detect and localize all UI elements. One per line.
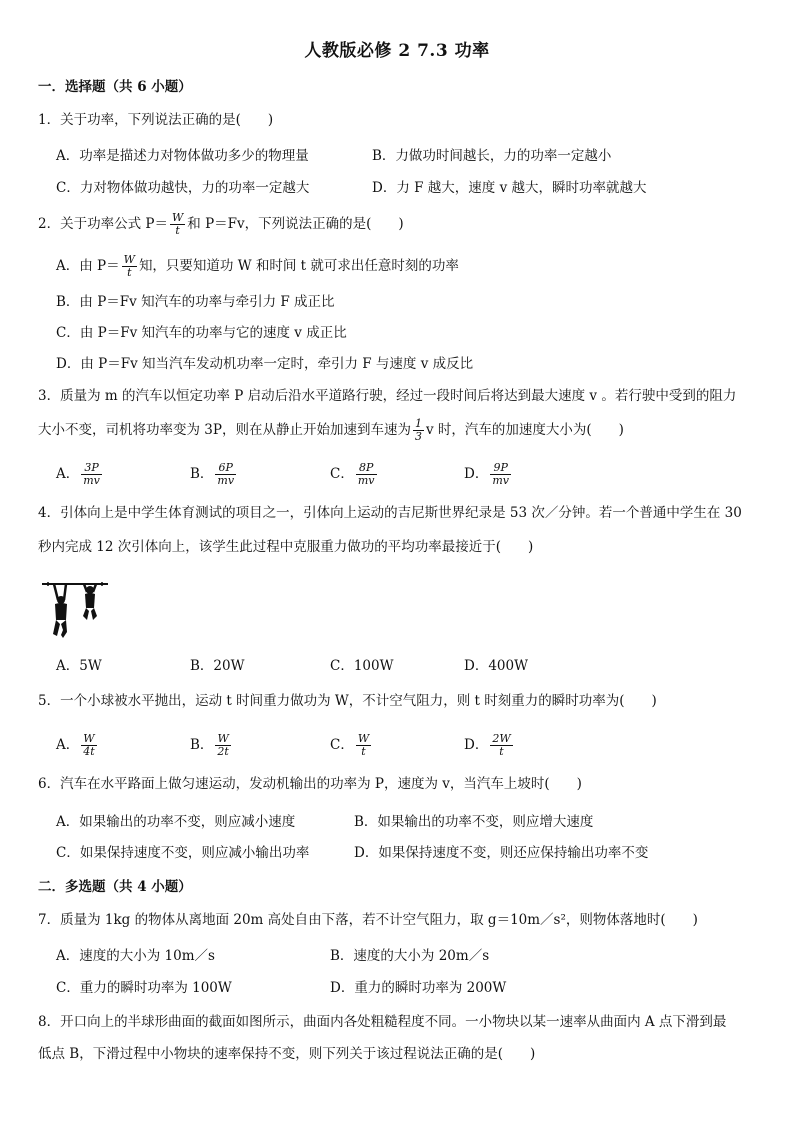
option-label: D． — [464, 466, 489, 482]
q6-option-b: B．如果输出的功率不变，则应增大速度 — [354, 814, 594, 830]
option-fraction — [490, 733, 512, 758]
q4-option-d: D．400W — [464, 658, 528, 674]
q2-stem-text-end: 和 P＝Fv，下列说法正确的是( ) — [187, 216, 404, 232]
fraction-numerator: 2W — [492, 732, 511, 745]
fraction-denominator: mv — [217, 474, 235, 487]
fraction-numerator: 1 — [414, 417, 422, 430]
q3-option-b — [190, 462, 238, 487]
q1-option-c: C．力对物体做功越快，力的功率一定越大 — [56, 180, 310, 196]
q6-option-d: D．如果保持速度不变，则还应保持输出功率不变 — [354, 845, 649, 861]
option-label: A． — [56, 466, 80, 482]
q3-line2-text-end: v 时，汽车的加速度大小为( ) — [425, 422, 624, 438]
question-4-line-2: 秒内完成 12 次引体向上，该学生此过程中克服重力做功的平均功率最接近于( ) — [38, 539, 534, 555]
option-fraction — [81, 733, 96, 758]
q2-stem-fraction — [170, 212, 185, 237]
option-label: D． — [464, 737, 489, 753]
q2-option-a — [56, 254, 459, 279]
option-fraction — [215, 733, 230, 758]
q2-option-d: D．由 P＝Fv 知当汽车发动机功率一定时，牵引力 F 与速度 v 成反比 — [56, 356, 474, 372]
q4-option-c: C．100W — [330, 658, 394, 674]
question-3-line-2 — [38, 418, 756, 443]
fraction-numerator: W — [123, 253, 135, 266]
fraction-denominator: t — [499, 745, 504, 758]
fraction-numerator: W — [81, 733, 96, 746]
q2-stem-text: 2．关于功率公式 P＝ — [38, 216, 168, 232]
q2-a-text-end: 知，只要知道功 W 和时间 t 就可求出任意时刻的功率 — [138, 258, 459, 274]
q2-option-b: B．由 P＝Fv 知汽车的功率与牵引力 F 成正比 — [56, 294, 335, 310]
fraction-numerator: 3P — [81, 462, 102, 475]
q6-option-c: C．如果保持速度不变，则应减小输出功率 — [56, 845, 310, 861]
q5-option-a — [56, 733, 99, 758]
fraction-denominator: mv — [83, 474, 100, 487]
fraction-denominator: t — [361, 745, 366, 758]
question-6-stem: 6．汽车在水平路面上做匀速运动，发动机输出的功率为 P，速度为 v，当汽车上坡时( ) — [38, 776, 582, 792]
option-label: B． — [190, 737, 214, 753]
q3-option-a — [56, 462, 104, 487]
q1-option-a: A．功率是描述力对物体做功多少的物理量 — [56, 148, 309, 164]
fraction-numerator: W — [171, 211, 184, 224]
question-2-stem — [38, 212, 756, 237]
fraction-numerator: W — [215, 733, 230, 746]
fraction-numerator: 6P — [215, 462, 236, 475]
option-fraction — [81, 462, 102, 487]
question-4-line-1: 4．引体向上是中学生体育测试的项目之一，引体向上运动的吉尼斯世界纪录是 53 次／分钟。若一个普通中学生在 30 — [38, 505, 742, 521]
q3-fraction — [413, 418, 424, 443]
q5-option-c — [330, 733, 373, 758]
page-title: 人教版必修 2 7.3 功率 — [304, 41, 490, 61]
option-fraction — [490, 462, 511, 487]
question-1-stem: 1．关于功率，下列说法正确的是( ) — [38, 112, 274, 128]
q6-option-a: A．如果输出的功率不变，则应减小速度 — [56, 814, 296, 830]
fraction-denominator: 4t — [83, 745, 95, 758]
fraction-denominator: 2t — [217, 745, 229, 758]
q1-option-b: B．力做功时间越长，力的功率一定越小 — [372, 148, 612, 164]
q3-line2-text: 大小不变，司机将功率变为 3P，则在从静止开始加速到车速为 — [38, 422, 411, 438]
pull-up-figure — [40, 578, 112, 644]
option-fraction — [215, 462, 236, 487]
q7-option-b: B．速度的大小为 20m／s — [330, 948, 490, 964]
q4-option-b: B．20W — [190, 658, 245, 674]
option-label: C． — [330, 737, 354, 753]
q3-option-c — [330, 462, 379, 487]
option-label: A． — [56, 737, 80, 753]
question-8-line-2: 低点 B，下滑过程中小物块的速率保持不变，则下列关于该过程说法正确的是( ) — [38, 1046, 536, 1062]
q7-option-a: A．速度的大小为 10m／s — [56, 948, 215, 964]
section-heading-multi-choice: 二．多选题（共 4 小题） — [38, 879, 192, 895]
question-5-stem: 5．一个小球被水平抛出，运动 t 时间重力做功为 W，不计空气阻力，则 t 时刻重力的瞬时功率为( ) — [38, 693, 657, 709]
q4-option-a: A．5W — [56, 658, 102, 674]
fraction-numerator: 9P — [490, 462, 511, 475]
fraction-denominator: 3 — [414, 430, 422, 443]
question-8-line-1: 8．开口向上的半球形曲面的截面如图所示，曲面内各处粗糙程度不同。一小物块以某一速率从曲面内 A 点下滑到最 — [38, 1014, 727, 1030]
question-7-stem: 7．质量为 1kg 的物体从离地面 20m 高处自由下落，若不计空气阻力，取 g＝10m／s²，则物体落地时( ) — [38, 912, 698, 928]
q3-option-d — [464, 462, 513, 487]
option-label: B． — [190, 466, 214, 482]
question-3-line-1: 3．质量为 m 的汽车以恒定功率 P 启动后沿水平道路行驶，经过一段时间后将达到最大速度 v 。若行驶中受到的阻力 — [38, 388, 737, 404]
q2-option-c: C．由 P＝Fv 知汽车的功率与它的速度 v 成正比 — [56, 325, 347, 341]
q5-option-d — [464, 733, 515, 758]
section-heading-single-choice: 一．选择题（共 6 小题） — [38, 79, 192, 95]
q1-option-d: D．力 F 越大，速度 v 越大，瞬时功率就越大 — [372, 180, 647, 196]
q5-option-b — [190, 733, 233, 758]
fraction-denominator: t — [127, 266, 132, 279]
option-fraction — [356, 733, 371, 758]
q2-a-text: A．由 P＝ — [56, 258, 120, 274]
option-label: C． — [330, 466, 354, 482]
fraction-denominator: mv — [492, 474, 509, 487]
fraction-denominator: mv — [357, 474, 375, 487]
q7-option-d: D．重力的瞬时功率为 200W — [330, 980, 507, 996]
q2-a-fraction — [122, 254, 137, 279]
q7-option-c: C．重力的瞬时功率为 100W — [56, 980, 232, 996]
fraction-numerator: W — [357, 732, 370, 745]
option-fraction — [356, 462, 377, 487]
fraction-denominator: t — [175, 224, 180, 237]
fraction-numerator: 8P — [356, 462, 377, 475]
